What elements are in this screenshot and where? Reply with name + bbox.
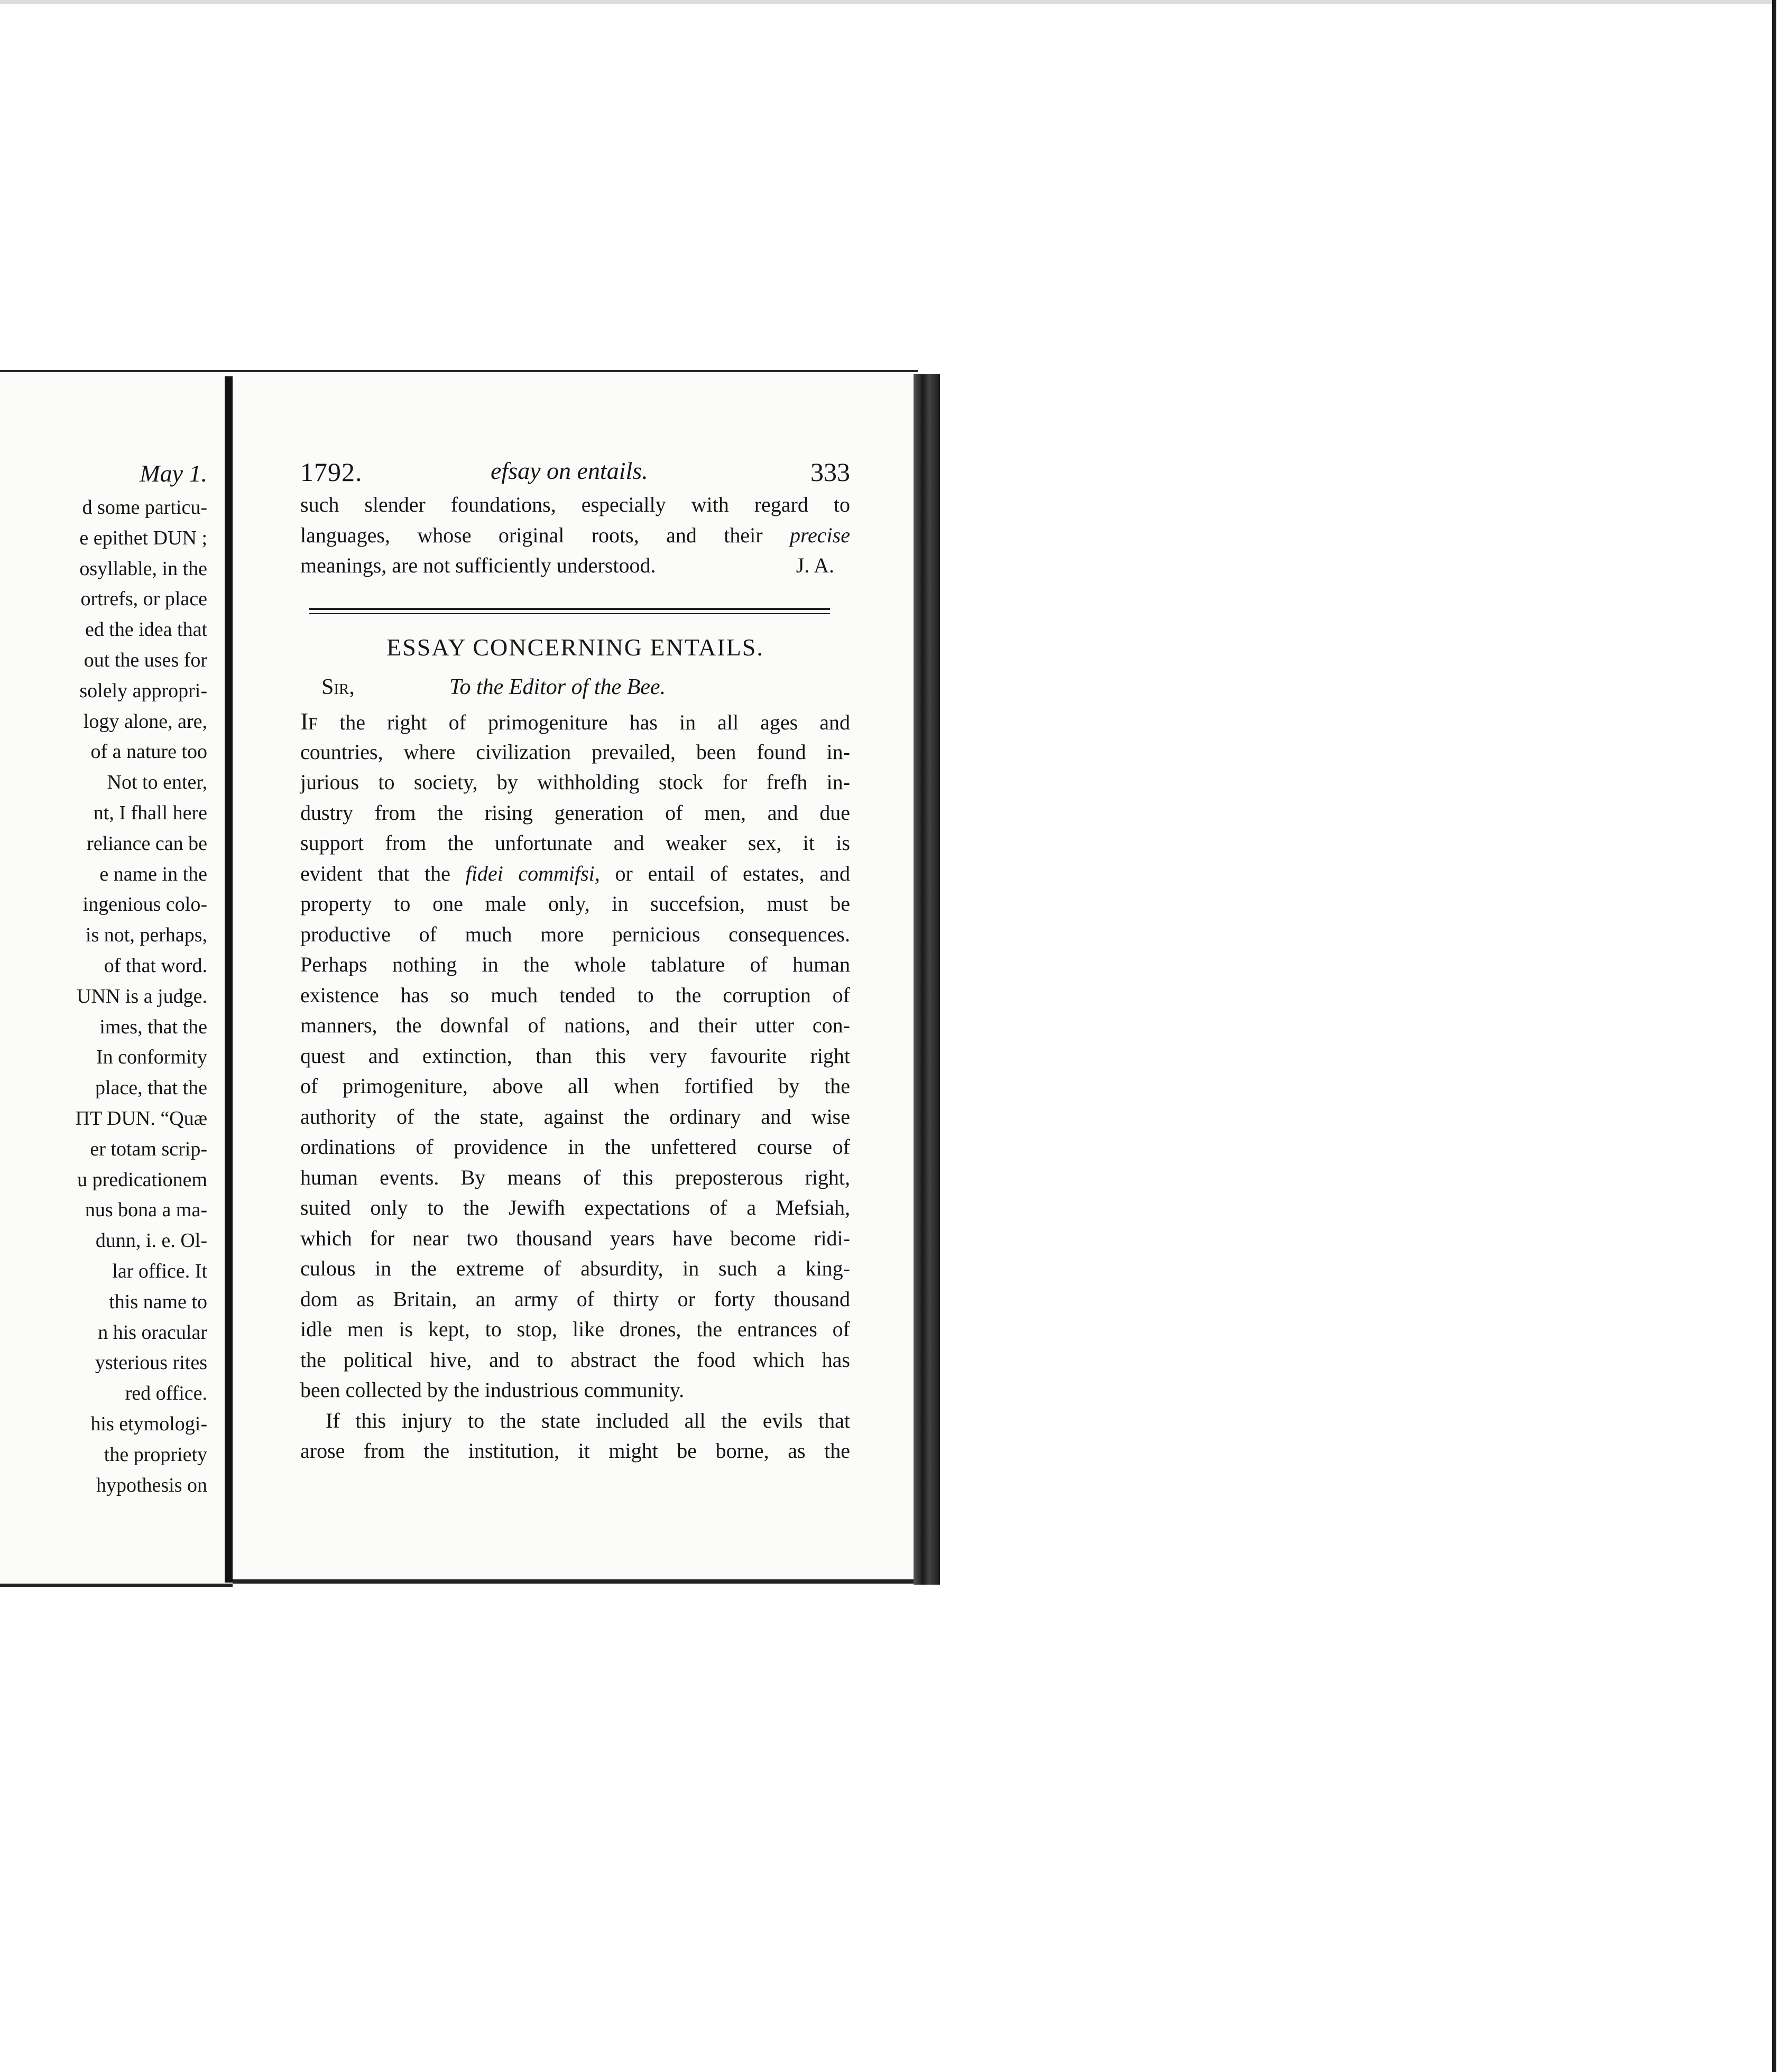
text-line: been collected by the industrious community.	[300, 1378, 685, 1402]
text-line: countries, where civilization prevailed, been found in-	[300, 739, 850, 764]
running-head-title: efsay on entails.	[491, 457, 648, 484]
left-text-line: nus bona a ma-	[85, 1199, 207, 1222]
left-text-line: er totam scrip-	[90, 1137, 207, 1160]
text-line: existence has so much tended to the corruption of	[300, 983, 850, 1007]
text-line: human events. By means of this preposterous right,	[300, 1165, 850, 1189]
text-line	[300, 550, 850, 581]
text-line: culous in the extreme of absurdity, in such a king-	[300, 1256, 850, 1280]
text-line: manners, the downfal of nations, and their utter con-	[300, 1013, 850, 1037]
left-text-line: UNN is a judge.	[77, 985, 207, 1007]
closing-sentence: meanings, are not sufficiently understood.	[300, 553, 656, 577]
right-page	[233, 370, 918, 1584]
article-title: ESSAY CONCERNING ENTAILS.	[386, 634, 764, 661]
left-text-line: Not to enter,	[107, 771, 207, 794]
left-text-line: ysterious rites	[95, 1352, 207, 1374]
left-text-line: of that word.	[104, 954, 207, 977]
scan-top-edge	[0, 0, 1776, 4]
left-page-text	[76, 493, 207, 1501]
text-line: evident that the fidei commifsi, or entail of estates, and	[300, 861, 850, 885]
text-line: the political hive, and to abstract the food which has	[300, 1347, 850, 1372]
left-text-line: d some particu-	[82, 496, 207, 519]
left-text-line: n his oracular	[98, 1321, 207, 1344]
left-text-line: u predicationem	[77, 1168, 207, 1191]
text-line: idle men is kept, to stop, like drones, the entrances of	[300, 1317, 850, 1341]
text-line: dom as Britain, an army of thirty or forty thousand	[300, 1287, 850, 1311]
running-head-year: 1792.	[300, 457, 363, 487]
text-line: If the right of primogeniture has in all ages and	[300, 708, 850, 735]
text-line: productive of much more pernicious consequences.	[300, 922, 850, 946]
text-line: languages, whose original roots, and their precise	[300, 523, 850, 547]
left-text-line: nt, I fhall here	[93, 801, 207, 824]
text-line: which for near two thousand years have become ridi-	[300, 1226, 850, 1250]
text-line: dustry from the rising generation of men, and due	[300, 800, 850, 825]
left-text-line: dunn, i. e. Ol-	[95, 1229, 207, 1252]
left-text-line: osyllable, in the	[79, 557, 207, 580]
left-text-line: e epithet DUN ;	[79, 526, 207, 549]
text-line: of primogeniture, above all when fortified by the	[300, 1074, 850, 1098]
text-line: ordinations of providence in the unfettered course of	[300, 1135, 850, 1159]
separator-rule-thin	[309, 613, 830, 614]
scan-right-border	[1772, 0, 1776, 2072]
left-text-line: logy alone, are,	[83, 710, 207, 733]
text-line: such slender foundations, especially with regard to	[300, 493, 850, 516]
left-text-line: is not, perhaps,	[85, 924, 207, 947]
left-text-line: ingenious colo-	[82, 893, 207, 916]
book-gutter	[225, 376, 233, 1583]
previous-article-ending	[300, 489, 850, 581]
page-stack-edge	[914, 374, 940, 1585]
left-text-line: place, that the	[95, 1077, 207, 1099]
left-text-line: his etymologi-	[90, 1412, 207, 1435]
left-text-line: hypothesis on	[96, 1474, 207, 1496]
drop-cap: If	[300, 708, 318, 735]
text-line: Perhaps nothing in the whole tablature of human	[300, 952, 850, 976]
text-line: authority of the state, against the ordinary and wise	[300, 1104, 850, 1128]
addressee: To the Editor of the Bee.	[449, 675, 666, 699]
text-line: suited only to the Jewifh expectations of a Mefsiah,	[300, 1196, 850, 1219]
left-running-head: May 1.	[140, 460, 207, 487]
running-head	[300, 457, 850, 488]
left-text-line: reliance can be	[87, 832, 207, 855]
left-text-line: ed the idea that	[85, 618, 207, 641]
text-line: If this injury to the state included all the evils that	[326, 1408, 850, 1432]
left-text-line: out the uses for	[84, 649, 207, 671]
left-text-line: imes, that the	[99, 1015, 207, 1038]
left-text-line: of a nature too	[90, 741, 207, 763]
author-initials: J. A.	[796, 553, 834, 577]
left-text-line: this name to	[109, 1290, 207, 1313]
left-text-line: the propriety	[104, 1443, 207, 1466]
text-line: jurious to society, by withholding stock for frefh in-	[300, 770, 850, 794]
left-text-line: In conformity	[96, 1046, 207, 1069]
left-text-line: red office.	[125, 1382, 207, 1405]
left-text-line: lar office. It	[112, 1260, 207, 1282]
left-text-line: solely appropri-	[79, 679, 207, 702]
page-number: 333	[810, 457, 850, 487]
text-line: property to one male only, in succefsion, must be	[300, 892, 850, 915]
text-line: arose from the institution, it might be borne, as the	[300, 1439, 850, 1463]
salutation: Sir,	[321, 675, 355, 699]
separator-rule	[309, 608, 830, 610]
left-page	[0, 370, 233, 1587]
left-text-line: ΠΤ DUN. “Quæ	[75, 1107, 207, 1130]
text-line: quest and extinction, than this very favourite right	[300, 1043, 850, 1068]
text-line: support from the unfortunate and weaker sex, it is	[300, 831, 850, 855]
left-text-line: ortrefs, or place	[80, 588, 207, 610]
left-text-line: e name in the	[99, 863, 207, 885]
article-body	[300, 706, 850, 1466]
